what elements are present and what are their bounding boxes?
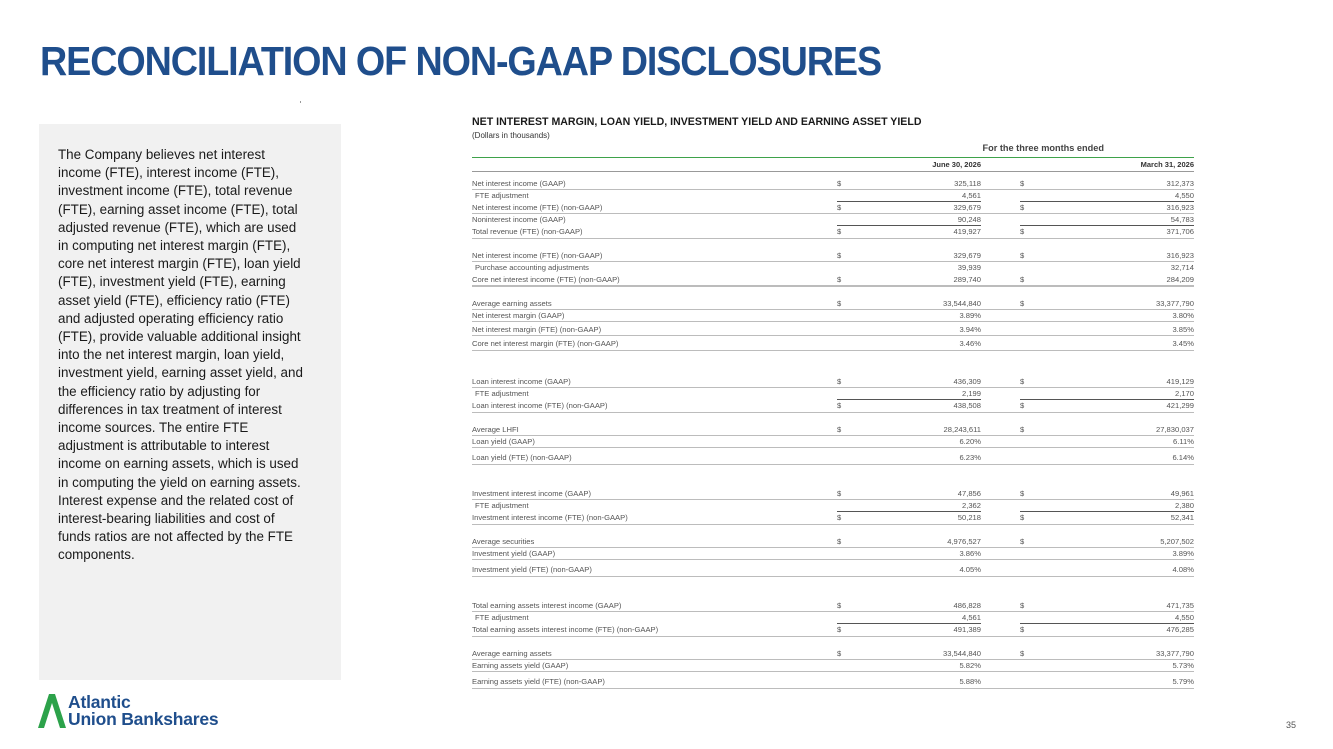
row-divider [1020,225,1194,226]
currency-symbol: $ [837,227,842,236]
row-label: FTE adjustment [475,501,529,510]
value-june: 33,544,840 [942,299,981,308]
table-row [472,660,1194,671]
table-row [472,388,1194,399]
row-label: Average LHFI [472,425,519,434]
row-divider [472,636,1194,637]
row-divider [472,447,1194,448]
row-label: Investment interest income (FTE) (non-GAAP) [472,513,628,522]
value-june: 3.89% [959,311,981,320]
row-divider [472,238,1194,239]
row-label: Net interest income (FTE) (non-GAAP) [472,251,603,260]
row-label: Loan interest income (FTE) (non-GAAP) [472,401,608,410]
table-row [472,214,1194,225]
currency-symbol: $ [1020,251,1025,260]
value-march: 4,550 [1174,191,1194,200]
value-march: 5,207,502 [1160,537,1194,546]
row-label: Net interest margin (GAAP) [472,311,565,320]
value-june: 28,243,611 [943,425,981,434]
row-label: Loan yield (FTE) (non-GAAP) [472,453,572,462]
currency-symbol: $ [1020,203,1025,212]
row-label: Average earning assets [472,649,552,658]
row-divider [472,611,1194,612]
row-divider [472,547,1194,548]
currency-symbol: $ [1020,227,1025,236]
row-divider [472,435,1194,436]
value-march: 2,170 [1174,389,1194,398]
value-march: 312,373 [1166,179,1194,188]
table-row [472,612,1194,623]
currency-symbol: $ [837,537,842,546]
row-divider [472,335,1194,336]
table-row [472,500,1194,511]
row-divider [472,309,1194,310]
row-label: FTE adjustment [475,389,529,398]
row-divider [472,350,1194,351]
value-march: 316,923 [1166,203,1194,212]
value-june: 3.94% [959,325,981,334]
logo-mark-icon [38,694,66,728]
row-label: Loan interest income (GAAP) [472,377,571,386]
column-header-june: June 30, 2026 [932,160,981,169]
row-divider [472,659,1194,660]
table-row [472,600,1194,611]
row-divider [472,213,1194,214]
table-row [472,310,1194,321]
value-march: 6.14% [1172,453,1194,462]
currency-symbol: $ [1020,377,1025,386]
table-row [472,512,1194,523]
row-divider [837,399,981,400]
row-divider [472,261,1194,262]
table-row [472,436,1194,447]
value-june: 4,976,527 [947,537,981,546]
currency-symbol: $ [837,299,842,308]
value-june: 50,218 [957,513,981,522]
table-row [472,226,1194,237]
row-label: FTE adjustment [475,613,529,622]
currency-symbol: $ [1020,299,1025,308]
row-label: Net interest margin (FTE) (non-GAAP) [472,325,602,334]
value-march: 4,550 [1174,613,1194,622]
row-divider [472,688,1194,689]
row-label: Purchase accounting adjustments [475,263,589,272]
row-label: Net interest income (FTE) (non-GAAP) [472,203,603,212]
currency-symbol: $ [837,513,842,522]
row-divider [472,499,1194,500]
value-march: 49,961 [1170,489,1194,498]
currency-symbol: $ [1020,425,1025,434]
currency-symbol: $ [837,625,842,634]
table-row [472,624,1194,635]
row-divider [472,321,1194,322]
value-june: 4,561 [961,191,981,200]
currency-symbol: $ [837,489,842,498]
value-june: 329,679 [953,203,981,212]
table-row [472,324,1194,335]
side-panel [39,124,341,680]
value-march: 27,830,037 [1155,425,1194,434]
currency-symbol: $ [837,203,842,212]
table-row [472,548,1194,559]
table-row [472,202,1194,213]
value-june: 438,508 [953,401,981,410]
row-divider [472,559,1194,560]
value-june: 33,544,840 [942,649,981,658]
row-label: Total earning assets interest income (GAAP) [472,601,622,610]
table-row [472,250,1194,261]
value-march: 3.45% [1172,339,1194,348]
table-row [472,536,1194,547]
table-row [472,178,1194,189]
page-title: RECONCILIATION OF NON-GAAP DISCLOSURES [40,38,882,84]
table-row [472,338,1194,349]
currency-symbol: $ [1020,625,1025,634]
value-june: 3.46% [959,339,981,348]
row-divider [472,671,1194,672]
value-march: 5.73% [1172,661,1194,670]
table-row [472,452,1194,463]
value-march: 4.08% [1172,565,1194,574]
row-divider [837,511,981,512]
currency-symbol: $ [1020,537,1025,546]
row-label: Earning assets yield (FTE) (non-GAAP) [472,677,605,686]
header-accent-rule [472,157,1194,158]
value-june: 419,927 [953,227,981,236]
row-divider [472,387,1194,388]
value-june: 6.23% [959,453,981,462]
currency-symbol: $ [1020,179,1025,188]
value-march: 316,923 [1166,251,1194,260]
row-divider [472,464,1194,465]
value-june: 5.88% [959,677,981,686]
value-june: 5.82% [959,661,981,670]
value-march: 2,380 [1174,501,1194,510]
row-label: Average securities [472,537,535,546]
column-header-march: March 31, 2026 [1140,160,1194,169]
value-march: 371,706 [1166,227,1194,236]
value-march: 3.89% [1172,549,1194,558]
row-label: Average earning assets [472,299,552,308]
currency-symbol: $ [837,251,842,260]
row-label: Core net interest margin (FTE) (non-GAAP) [472,339,619,348]
table-subtitle: (Dollars in thousands) [472,131,550,140]
table-row [472,400,1194,411]
row-label: Core net interest income (FTE) (non-GAAP) [472,275,620,284]
table-row [472,676,1194,687]
value-june: 39,939 [957,263,981,272]
currency-symbol: $ [837,377,842,386]
currency-symbol: $ [1020,401,1025,410]
row-label: Total earning assets interest income (FTE) (non-GAAP) [472,625,659,634]
table-row [472,424,1194,435]
value-june: 4,561 [961,613,981,622]
value-march: 33,377,790 [1155,649,1194,658]
currency-symbol: $ [1020,275,1025,284]
row-divider [472,189,1194,190]
company-logo [38,692,278,732]
table-title: NET INTEREST MARGIN, LOAN YIELD, INVESTMENT YIELD AND EARNING ASSET YIELD [472,116,922,128]
value-march: 284,209 [1166,275,1194,284]
value-march: 6.11% [1173,437,1194,446]
row-divider [472,286,1194,287]
logo-line-1: Atlantic [68,692,131,712]
table-row [472,648,1194,659]
currency-symbol: $ [837,401,842,410]
currency-symbol: $ [1020,489,1025,498]
tick-mark [300,101,301,103]
table-row [472,488,1194,499]
value-june: 2,199 [961,389,981,398]
value-june: 3.86% [959,549,981,558]
header-rule [472,171,1194,172]
row-divider [1020,201,1194,202]
row-divider [472,412,1194,413]
row-label: Total revenue (FTE) (non-GAAP) [472,227,583,236]
value-june: 4.05% [959,565,981,574]
row-label: Investment yield (GAAP) [472,549,556,558]
value-june: 491,389 [953,625,981,634]
value-june: 289,740 [953,275,981,284]
value-march: 471,735 [1166,601,1194,610]
value-march: 3.80% [1172,311,1194,320]
row-divider [837,623,981,624]
row-divider [1020,399,1194,400]
row-divider [837,225,981,226]
row-label: Earning assets yield (GAAP) [472,661,569,670]
currency-symbol: $ [1020,649,1025,658]
period-header: For the three months ended [982,143,1104,153]
table-row [472,274,1194,285]
value-june: 6.20% [959,437,981,446]
value-march: 5.79% [1172,677,1194,686]
table-row [472,262,1194,273]
row-label: Investment interest income (GAAP) [472,489,592,498]
logo-line-2: Union Bankshares [68,709,219,729]
value-march: 476,285 [1166,625,1194,634]
row-divider [1020,511,1194,512]
row-label: Investment yield (FTE) (non-GAAP) [472,565,592,574]
currency-symbol: $ [837,649,842,658]
currency-symbol: $ [1020,513,1025,522]
value-march: 33,377,790 [1155,299,1194,308]
table-row [472,376,1194,387]
row-label: Noninterest income (GAAP) [472,215,566,224]
side-panel-text: The Company believes net interest income (FTE), interest income (FTE), investment income (FTE), total revenue (FTE), earning asset income (FTE), total adjusted revenue (FTE), which are used in computing net interest margin (FTE), core net interest margin (FTE), loan yield (FTE), investment yield (FTE), earning asset yield (FTE), efficiency ratio (FTE) and adjusted operating efficiency ratio (FTE), provide valuable additional insight into the net interest margin, loan yield, investment yield, earning asset yield, and the efficiency ratio by adjusting for differences in tax treatment of interest income sources. The entire FTE adjustment is attributable to interest income on earning assets, which is used in computing the yield on earning assets. Interest expense and the related cost of interest-bearing liabilities and cost of funds ratios are not affected by the FTE components. [58,147,303,563]
value-march: 419,129 [1166,377,1194,386]
row-label: Loan yield (GAAP) [472,437,535,446]
value-march: 421,299 [1166,401,1194,410]
row-label: Net interest income (GAAP) [472,179,566,188]
table-row [472,298,1194,309]
value-march: 3.85% [1172,325,1194,334]
currency-symbol: $ [1020,601,1025,610]
value-march: 54,783 [1170,215,1194,224]
value-june: 486,828 [953,601,981,610]
currency-symbol: $ [837,601,842,610]
currency-symbol: $ [837,275,842,284]
value-june: 436,309 [953,377,981,386]
value-march: 32,714 [1170,263,1194,272]
row-divider [472,576,1194,577]
table-row [472,190,1194,201]
value-june: 325,118 [954,179,981,188]
row-divider [837,201,981,202]
row-divider [472,524,1194,525]
value-june: 329,679 [953,251,981,260]
row-label: FTE adjustment [475,191,529,200]
value-june: 2,362 [961,501,981,510]
value-june: 90,248 [957,215,981,224]
table-row [472,564,1194,575]
currency-symbol: $ [837,179,842,188]
page-number: 35 [1285,720,1296,730]
value-june: 47,856 [957,489,981,498]
row-divider [1020,623,1194,624]
value-march: 52,341 [1170,513,1194,522]
currency-symbol: $ [837,425,842,434]
